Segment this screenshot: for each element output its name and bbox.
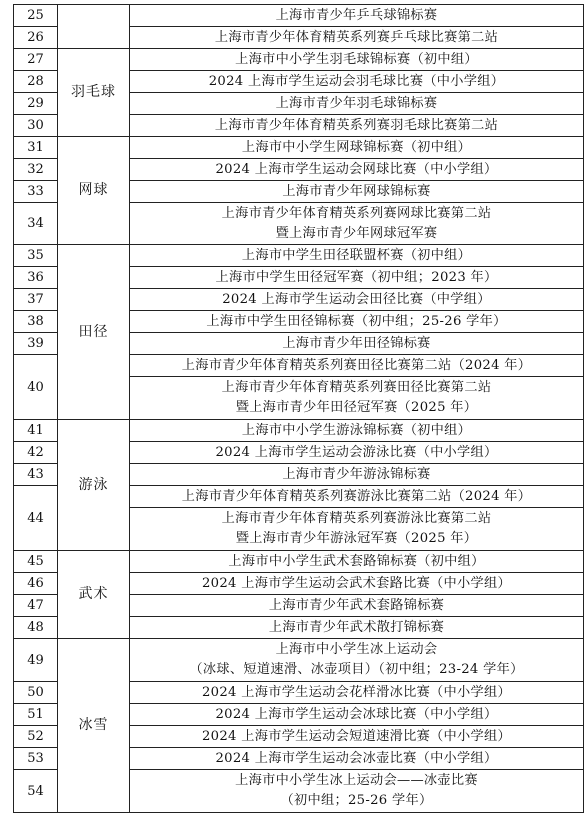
- competition-name: 上海市青少年体育精英系列赛乒乓球比赛第二站: [130, 27, 584, 49]
- row-number: 38: [14, 311, 58, 333]
- category-swimming: 游泳: [58, 420, 130, 551]
- row-number: 39: [14, 333, 58, 355]
- competition-name: 上海市青少年体育精英系列赛游泳比赛第二站（2024 年）: [130, 486, 584, 508]
- competition-name: 上海市青少年体育精英系列赛田径比赛第二站（2024 年）: [130, 355, 584, 377]
- row-number: 25: [14, 5, 58, 27]
- competition-name: 上海市中小学生游泳锦标赛（初中组）: [130, 420, 584, 442]
- category-wushu: 武术: [58, 551, 130, 639]
- competition-name: 上海市青少年武术散打锦标赛: [130, 617, 584, 639]
- competition-name: 2024 上海市学生运动会网球比赛（中小学组）: [130, 159, 584, 181]
- competition-name: 上海市青少年体育精英系列赛羽毛球比赛第二站: [130, 115, 584, 137]
- competition-name: 上海市青少年游泳锦标赛: [130, 464, 584, 486]
- name-line-1: 上海市青少年体育精英系列赛田径比赛第二站: [221, 380, 492, 395]
- category-badminton: 羽毛球: [58, 49, 130, 137]
- row-number: 44: [14, 486, 58, 551]
- row-number: 53: [14, 748, 58, 770]
- name-line-2: （初中组；25-26 学年）: [280, 793, 433, 808]
- table-row: [14, 420, 584, 442]
- category-tennis: 网球: [58, 137, 130, 245]
- competition-name: 2024 上海市学生运动会游泳比赛（中小学组）: [130, 442, 584, 464]
- competition-name: 2024 上海市学生运动会冰壶比赛（中小学组）: [130, 748, 584, 770]
- row-number: 49: [14, 639, 58, 682]
- competition-name: 上海市中学生田径冠军赛（初中组；2023 年）: [130, 267, 584, 289]
- row-number: 31: [14, 137, 58, 159]
- competition-name: 上海市中学生田径联盟杯赛（初中组）: [130, 245, 584, 267]
- table-row: [14, 49, 584, 71]
- competition-name: 2024 上海市学生运动会冰球比赛（中小学组）: [130, 704, 584, 726]
- competition-name: 上海市中学生田径锦标赛（初中组；25-26 学年）: [130, 311, 584, 333]
- competition-name: [130, 770, 584, 813]
- name-line-1: 上海市中小学生冰上运动会——冰壶比赛: [235, 773, 478, 788]
- row-number: 36: [14, 267, 58, 289]
- competition-name: 2024 上海市学生运动会田径比赛（中学组）: [130, 289, 584, 311]
- row-number: 28: [14, 71, 58, 93]
- competition-name: 上海市中小学生武术套路锦标赛（初中组）: [130, 551, 584, 573]
- table-row: [14, 245, 584, 267]
- competition-name: 上海市青少年武术套路锦标赛: [130, 595, 584, 617]
- table-row: [14, 551, 584, 573]
- category-athletics: 田径: [58, 245, 130, 420]
- row-number: 43: [14, 464, 58, 486]
- row-number: 45: [14, 551, 58, 573]
- row-number: 54: [14, 770, 58, 813]
- competition-name: [130, 639, 584, 682]
- table-row: [14, 639, 584, 682]
- table-row: [14, 5, 584, 27]
- table-row: [14, 137, 584, 159]
- competition-name: 上海市中小学生羽毛球锦标赛（初中组）: [130, 49, 584, 71]
- row-number: 48: [14, 617, 58, 639]
- category-cell-continued: [58, 5, 130, 49]
- row-number: 50: [14, 682, 58, 704]
- competition-table: [13, 4, 584, 813]
- name-line-2: （冰球、短道速滑、冰壶项目）（初中组；23-24 学年）: [189, 662, 524, 677]
- row-number: 34: [14, 203, 58, 245]
- row-number: 27: [14, 49, 58, 71]
- competition-name: 上海市青少年乒乓球锦标赛: [130, 5, 584, 27]
- row-number: 33: [14, 181, 58, 203]
- row-number: 26: [14, 27, 58, 49]
- name-line-1: 上海市青少年体育精英系列赛网球比赛第二站: [221, 205, 492, 221]
- row-number: 51: [14, 704, 58, 726]
- competition-name: 2024 上海市学生运动会羽毛球比赛（中小学组）: [130, 71, 584, 93]
- competition-name: [130, 377, 584, 420]
- row-number: 32: [14, 159, 58, 181]
- row-number: 46: [14, 573, 58, 595]
- row-number: 29: [14, 93, 58, 115]
- competition-name: [130, 508, 584, 551]
- competition-name: 上海市青少年羽毛球锦标赛: [130, 93, 584, 115]
- row-number: 52: [14, 726, 58, 748]
- competition-name: 上海市中小学生网球锦标赛（初中组）: [130, 137, 584, 159]
- competition-name: 2024 上海市学生运动会短道速滑比赛（中小学组）: [130, 726, 584, 748]
- row-number: 41: [14, 420, 58, 442]
- row-number: 30: [14, 115, 58, 137]
- competition-name: [130, 203, 584, 245]
- competition-name: 2024 上海市学生运动会武术套路比赛（中小学组）: [130, 573, 584, 595]
- row-number: 42: [14, 442, 58, 464]
- row-number: 47: [14, 595, 58, 617]
- row-number: 35: [14, 245, 58, 267]
- name-line-2: 暨上海市青少年田径冠军赛（2025 年）: [235, 400, 478, 415]
- row-number: 37: [14, 289, 58, 311]
- competition-name: 上海市青少年田径锦标赛: [130, 333, 584, 355]
- category-ice-snow: 冰雪: [58, 639, 130, 813]
- row-number: 40: [14, 355, 58, 420]
- name-line-2: 暨上海市青少年游泳冠军赛（2025 年）: [235, 531, 478, 546]
- competition-name: 上海市青少年网球锦标赛: [130, 181, 584, 203]
- name-line-2: 暨上海市青少年网球冠军赛: [275, 225, 438, 241]
- name-line-1: 上海市中小学生冰上运动会: [275, 642, 438, 657]
- competition-name: 2024 上海市学生运动会花样滑冰比赛（中小学组）: [130, 682, 584, 704]
- name-line-1: 上海市青少年体育精英系列赛游泳比赛第二站: [221, 511, 492, 526]
